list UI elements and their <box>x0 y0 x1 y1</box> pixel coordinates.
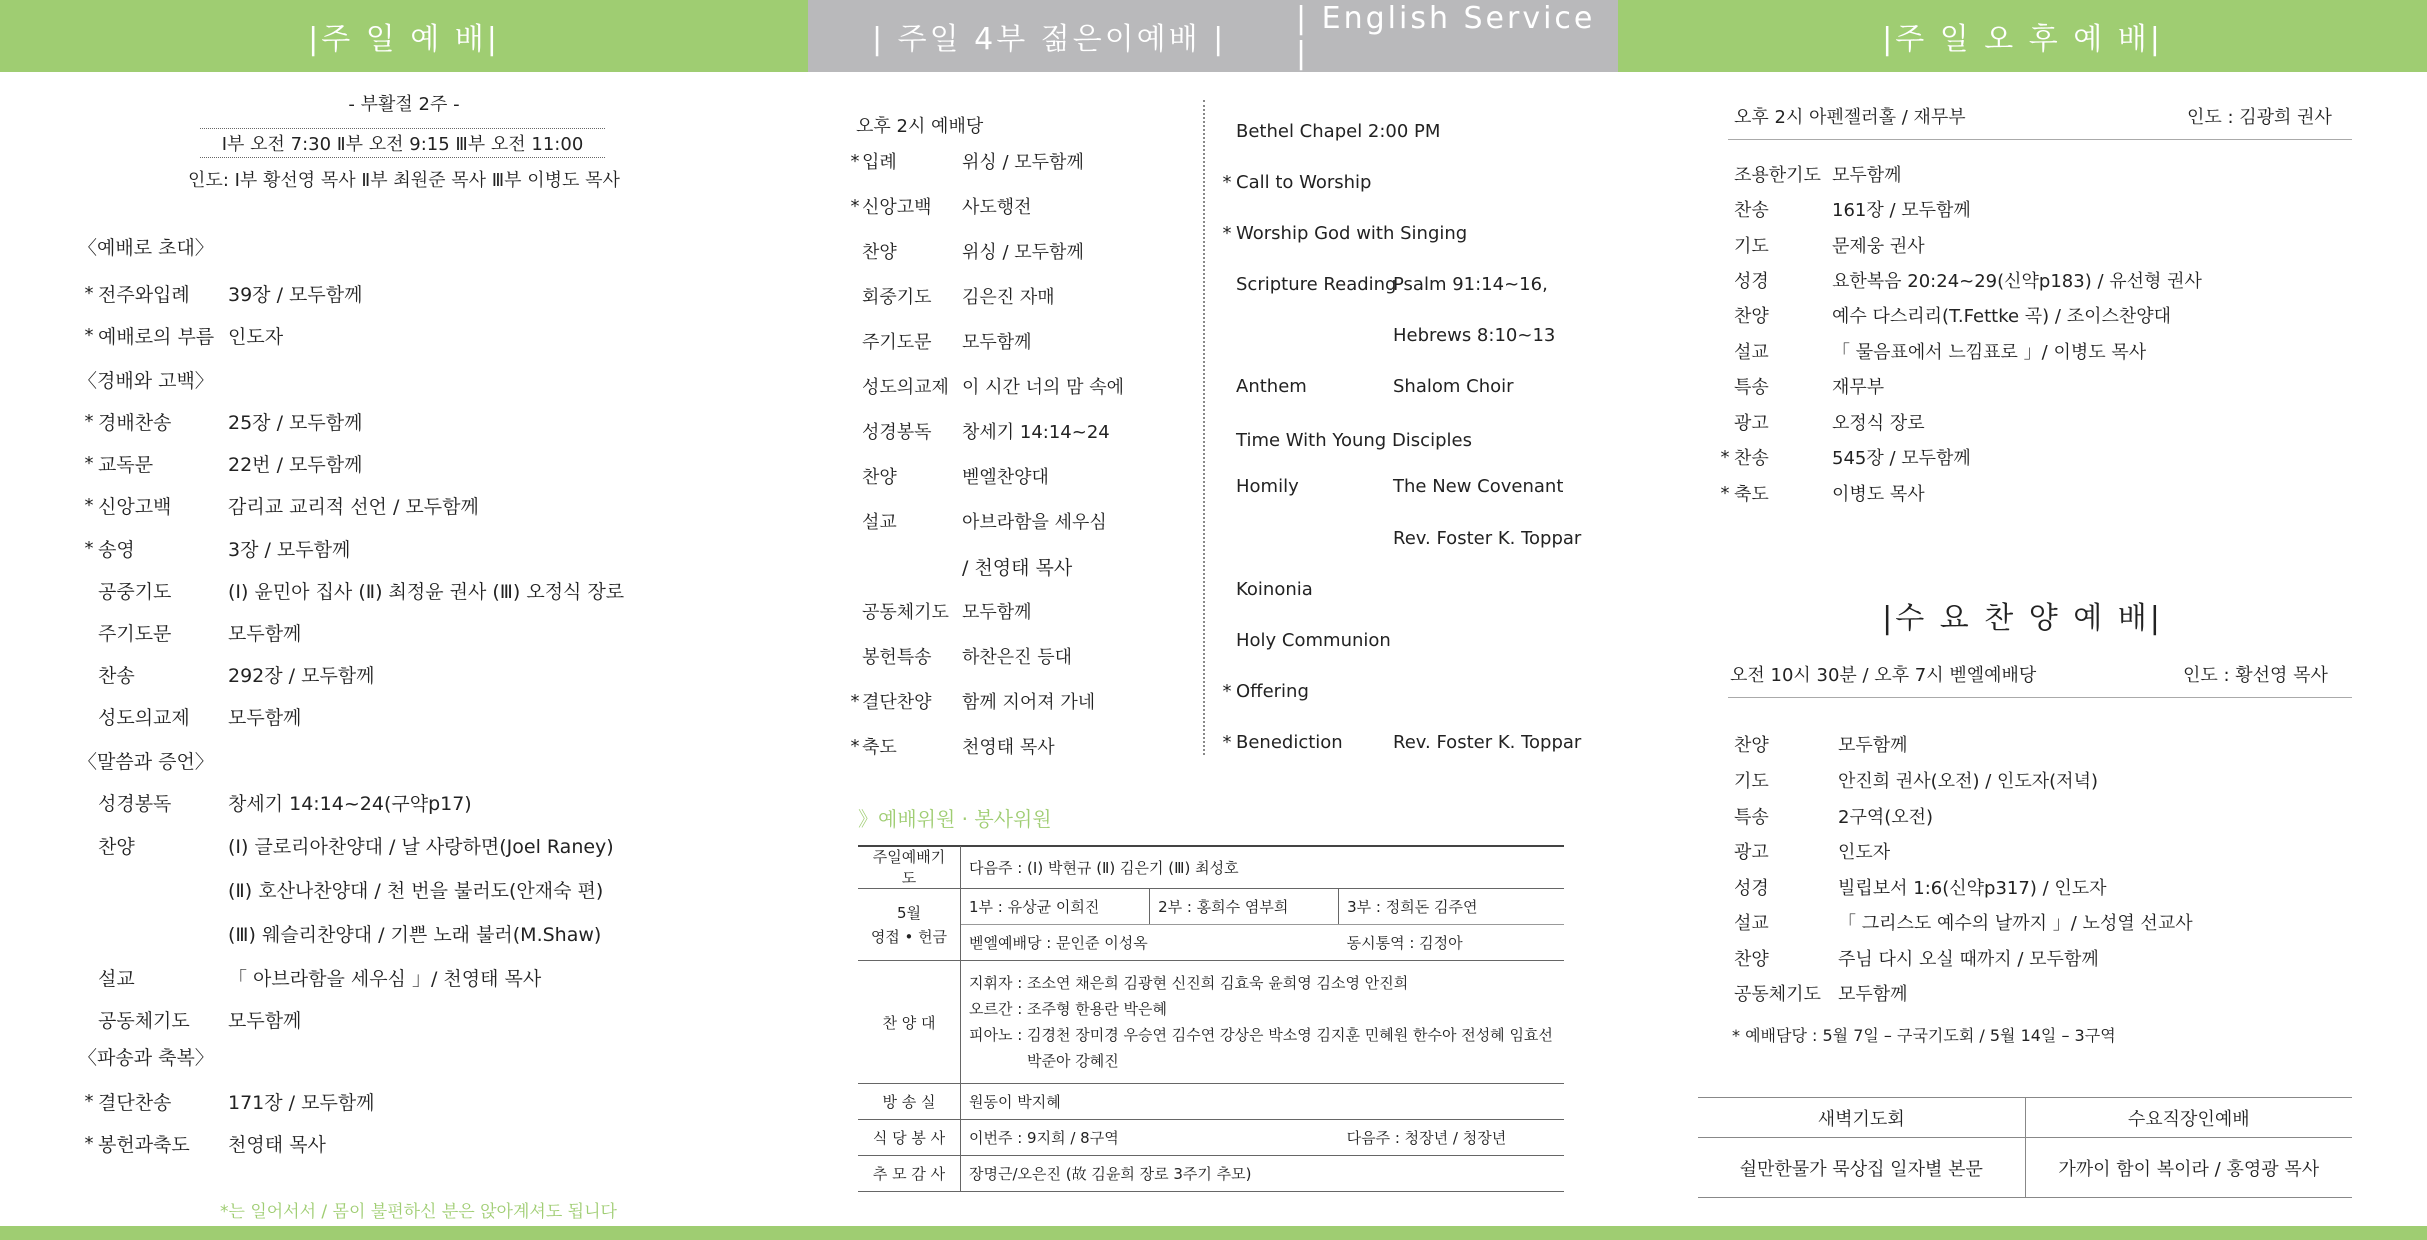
volunteers-table <box>858 846 1564 1192</box>
sunday-value: 25장 / 모두함께 <box>228 412 363 434</box>
standing-mark: * <box>84 1091 94 1112</box>
header-english-text: | English Service | <box>1296 1 1596 71</box>
vol-memorial-label: 추 모 감 사 <box>858 1156 961 1192</box>
vol-broadcast-value: 원동이 박지혜 <box>961 1084 1565 1120</box>
young-value: 김은진 자매 <box>962 287 1055 308</box>
afternoon-label: 조용한기도 <box>1734 165 1821 186</box>
wednesday-value: 주님 다시 오실 때까지 / 모두함께 <box>1838 949 2099 970</box>
young-label: 입례 <box>862 152 897 173</box>
young-label: 신앙고백 <box>862 197 932 218</box>
wednesday-row-r2 <box>1716 767 2098 793</box>
afternoon-row-r3 <box>1716 232 1925 258</box>
sunday-row-r1 <box>80 280 362 307</box>
afternoon-value: 오정식 장로 <box>1832 413 1925 434</box>
young-row-r13 <box>846 733 1055 759</box>
sunday-label: 전주와입례 <box>98 284 190 306</box>
english-label: Offering <box>1236 681 1309 702</box>
volunteers-row-broadcast <box>858 1084 1564 1120</box>
english-row-r2 <box>1218 223 1468 244</box>
english-preacher: Rev. Foster K. Toppar <box>1393 528 1582 549</box>
afternoon-value: 재무부 <box>1832 377 1885 398</box>
english-row-r7 <box>1218 579 1393 600</box>
afternoon-label: 광고 <box>1734 413 1769 434</box>
wednesday-value: 「 그리스도 예수의 날까지 」/ 노성열 선교사 <box>1838 913 2193 934</box>
young-row-r11 <box>846 643 1072 669</box>
standing-mark: * <box>850 195 860 217</box>
sunday-value: 3장 / 모두함께 <box>228 539 351 561</box>
young-row-r2 <box>846 193 1032 219</box>
sunday-value: 292장 / 모두함께 <box>228 665 375 687</box>
header-sunday-text: |주 일 예 배| <box>308 22 500 57</box>
young-value: 하찬은진 등대 <box>962 647 1073 668</box>
wednesday-note: * 예배담당 : 5월 7일 – 구국기도회 / 5월 14일 – 3구역 <box>1732 1026 2116 1045</box>
sunday-row-r10 <box>80 703 301 730</box>
vol-offering-2: 2부 : 홍희수 염부희 <box>1150 889 1339 925</box>
english-value: The New Covenant <box>1393 476 1564 497</box>
afternoon-rule <box>1728 139 2352 140</box>
section-word: 〈말씀과 증언〉 <box>78 751 214 773</box>
english-row-r5 <box>1218 430 1472 451</box>
sunday-label: 공동체기도 <box>98 1010 190 1032</box>
sunday-times: Ⅰ부 오전 7:30 Ⅱ부 오전 9:15 Ⅲ부 오전 11:00 <box>200 128 605 158</box>
standing-mark: * <box>1720 482 1730 504</box>
afternoon-row-r2 <box>1716 196 1971 222</box>
sunday-row-r7 <box>80 577 624 604</box>
standing-mark: * <box>84 538 94 559</box>
young-label: 결단찬양 <box>862 692 932 713</box>
vol-choir-value <box>961 961 1565 1084</box>
vol-choir-1: 지휘자 : 조소연 채은희 김광현 신진희 김효욱 윤희영 김소영 안진희 <box>969 974 1409 992</box>
vol-kitchen-label: 식 당 봉 사 <box>858 1120 961 1156</box>
sunday-value: 창세기 14:14~24(구약p17) <box>228 793 472 815</box>
sunday-label: 성경봉독 <box>98 793 172 815</box>
sunday-value: 39장 / 모두함께 <box>228 284 363 306</box>
young-value: 사도행전 <box>962 197 1032 218</box>
afternoon-row-r5 <box>1716 302 2171 328</box>
afternoon-label: 축도 <box>1734 484 1769 505</box>
english-row-r9 <box>1218 681 1393 702</box>
volunteers-row-offering <box>858 889 1564 925</box>
english-row-r8 <box>1218 630 1393 651</box>
vol-choir-4: 박준아 강혜진 <box>1027 1052 1119 1070</box>
sunday-value: 171장 / 모두함께 <box>228 1092 375 1114</box>
sunday-value: (Ⅰ) 글로리아찬양대 / 날 사랑하면(Joel Raney) <box>228 836 614 858</box>
english-row-r1 <box>1218 172 1393 193</box>
afternoon-value: 모두함께 <box>1832 165 1902 186</box>
sunday-value: 감리교 교리적 선언 / 모두함께 <box>228 496 479 518</box>
vol-offering-label <box>858 889 961 961</box>
vol-kitchen-1: 이번주 : 9지희 / 8구역 <box>961 1120 1339 1156</box>
english-label: Homily <box>1236 476 1299 497</box>
afternoon-label: 설교 <box>1734 342 1769 363</box>
standing-mark: * <box>1222 223 1232 244</box>
english-label: Call to Worship <box>1236 172 1372 193</box>
young-row-r6 <box>846 373 1124 399</box>
english-value: Shalom Choir <box>1393 376 1514 397</box>
afternoon-label: 찬송 <box>1734 448 1769 469</box>
sunday-row-r9 <box>80 661 375 688</box>
standing-mark: * <box>84 283 94 304</box>
standing-mark: * <box>84 495 94 516</box>
young-row-r8 <box>846 463 1049 489</box>
wednesday-label: 찬양 <box>1734 735 1769 756</box>
english-label: Anthem <box>1236 376 1307 397</box>
young-value: 모두함께 <box>962 332 1032 353</box>
young-value: 창세기 14:14~24 <box>962 422 1110 443</box>
sunday-row-r3 <box>80 408 362 435</box>
young-label: 찬양 <box>862 242 897 263</box>
wednesday-label: 성경 <box>1734 878 1769 899</box>
standing-mark: * <box>1222 732 1232 753</box>
standing-mark: * <box>850 735 860 757</box>
young-label: 성도의교제 <box>862 377 949 398</box>
english-label: Time With Young Disciples <box>1236 430 1472 451</box>
young-place: 오후 2시 예배당 <box>856 116 984 137</box>
bottom-bar <box>0 1226 2427 1240</box>
english-row-r3 <box>1218 274 1548 295</box>
bottom-v2: 가까이 함이 복이라 / 홍영광 목사 <box>2025 1138 2352 1198</box>
sunday-value: 모두함께 <box>228 1010 302 1032</box>
vol-kitchen-2: 다음주 : 청장년 / 청장년 <box>1339 1120 1564 1156</box>
sunday-row-r15 <box>80 1088 375 1115</box>
afternoon-value: 545장 / 모두함께 <box>1832 448 1971 469</box>
vol-offering-5: 동시통역 : 김정아 <box>1339 925 1564 961</box>
sunday-label: 성도의교제 <box>98 707 190 729</box>
young-row-r3 <box>846 238 1084 264</box>
afternoon-leader: 인도 : 김광희 권사 <box>2187 107 2332 128</box>
young-row-r7 <box>846 418 1110 444</box>
sunday-choir-2: (Ⅱ) 호산나찬양대 / 천 번을 불러도(안재숙 편) <box>228 880 604 902</box>
young-value: 위싱 / 모두함께 <box>962 152 1084 173</box>
young-value: 벧엘찬양대 <box>962 467 1049 488</box>
sunday-row-r11 <box>80 789 472 816</box>
header-young-text: | 주일 4부 젊은이예배 | <box>872 22 1227 57</box>
sunday-row-r12 <box>80 832 614 859</box>
wednesday-value: 인도자 <box>1838 842 1891 863</box>
afternoon-value: 문제웅 권사 <box>1832 236 1925 257</box>
standing-mark: * <box>1222 681 1232 702</box>
young-row-r10 <box>846 598 1032 624</box>
english-label: Scripture Reading <box>1236 274 1397 295</box>
standing-mark: * <box>84 1133 94 1154</box>
english-value: Psalm 91:14~16, <box>1393 274 1548 295</box>
bottom-table-row <box>1698 1138 2352 1198</box>
afternoon-value: 161장 / 모두함께 <box>1832 200 1971 221</box>
wednesday-label: 기도 <box>1734 771 1769 792</box>
sunday-leaders: 인도: Ⅰ부 황선영 목사 Ⅱ부 최원준 목사 Ⅲ부 이병도 목사 <box>188 170 620 191</box>
sunday-label: 예배로의 부름 <box>98 326 215 348</box>
english-scripture-2: Hebrews 8:10~13 <box>1393 325 1556 346</box>
sunday-choir-3: (Ⅲ) 웨슬리찬양대 / 기쁜 노래 불러(M.Shaw) <box>228 924 602 946</box>
sunday-row-r6 <box>80 535 350 562</box>
wednesday-row-r8 <box>1716 980 1908 1006</box>
young-label: 설교 <box>862 512 897 533</box>
sunday-label: 송영 <box>98 539 135 561</box>
young-label: 봉헌특송 <box>862 647 932 668</box>
vol-offering-label-1: 5월 <box>896 903 922 922</box>
sunday-row-r13 <box>80 964 541 991</box>
young-row-r5 <box>846 328 1032 354</box>
bottom-table <box>1698 1097 2352 1198</box>
afternoon-label: 찬양 <box>1734 306 1769 327</box>
sunday-label: 찬송 <box>98 665 135 687</box>
afternoon-value: 이병도 목사 <box>1832 484 1925 505</box>
wednesday-row-r6 <box>1716 909 2193 935</box>
afternoon-label: 찬송 <box>1734 200 1769 221</box>
sunday-value: 천영태 목사 <box>228 1134 326 1156</box>
english-label: Holy Communion <box>1236 630 1391 651</box>
english-row-r10 <box>1218 732 1581 753</box>
young-row-r12 <box>846 688 1095 714</box>
young-value: 아브라함을 세우심 <box>962 512 1107 533</box>
bottom-v1: 쉴만한물가 묵상집 일자별 본문 <box>1698 1138 2025 1198</box>
afternoon-value: 요한복음 20:24~29(신약p183) / 유선형 권사 <box>1832 271 2202 292</box>
standing-mark: * <box>1720 446 1730 468</box>
wednesday-row-r5 <box>1716 874 2107 900</box>
afternoon-row-r7 <box>1716 373 1884 399</box>
sunday-label: 설교 <box>98 968 135 990</box>
wednesday-label: 특송 <box>1734 807 1769 828</box>
wednesday-rule <box>1728 697 2352 698</box>
sunday-label: 찬양 <box>98 836 135 858</box>
sunday-row-r4 <box>80 450 362 477</box>
afternoon-row-r6 <box>1716 338 2146 364</box>
afternoon-row-r9 <box>1716 444 1971 470</box>
young-value: 함께 지어져 가네 <box>962 692 1096 713</box>
volunteers-row-choir <box>858 961 1564 1084</box>
volunteers-row-prayer <box>858 846 1564 889</box>
sunday-label: 공중기도 <box>98 581 172 603</box>
volunteers-row-memorial <box>858 1156 1564 1192</box>
sunday-row-r16 <box>80 1130 326 1157</box>
wednesday-leader: 인도 : 황선영 목사 <box>2183 665 2328 686</box>
sunday-label: 봉헌과축도 <box>98 1134 190 1156</box>
standing-mark: * <box>1222 172 1232 193</box>
standing-mark: * <box>850 150 860 172</box>
afternoon-row-r8 <box>1716 409 1925 435</box>
afternoon-place: 오후 2시 아펜젤러홀 / 재무부 <box>1734 107 1966 128</box>
wednesday-time: 오전 10시 30분 / 오후 7시 벧엘예배당 <box>1730 665 2037 686</box>
volunteers-title: 》예배위원 · 봉사위원 <box>858 807 1052 831</box>
afternoon-label: 기도 <box>1734 236 1769 257</box>
vol-offering-label-2: 영접 • 헌금 <box>870 927 948 946</box>
wednesday-row-r4 <box>1716 838 1890 864</box>
english-label: Koinonia <box>1236 579 1313 600</box>
young-value: 천영태 목사 <box>962 737 1055 758</box>
vol-broadcast-label: 방 송 실 <box>858 1084 961 1120</box>
section-sending: 〈파송과 축복〉 <box>78 1047 214 1069</box>
wednesday-row-r1 <box>1716 731 1908 757</box>
volunteers-row-kitchen <box>858 1120 1564 1156</box>
sunday-value: (Ⅰ) 윤민아 집사 (Ⅱ) 최정윤 권사 (Ⅲ) 오정식 장로 <box>228 581 625 603</box>
young-label: 회중기도 <box>862 287 932 308</box>
column-divider <box>1203 100 1205 755</box>
section-adoration: 〈경배와 고백〉 <box>78 370 214 392</box>
wednesday-label: 찬양 <box>1734 949 1769 970</box>
young-label: 성경봉독 <box>862 422 932 443</box>
wednesday-title: |수 요 찬 양 예 배| <box>1882 601 2163 636</box>
sunday-value: 모두함께 <box>228 623 302 645</box>
wednesday-label: 공동체기도 <box>1734 984 1821 1005</box>
english-row-r6 <box>1218 476 1563 497</box>
vol-choir-2: 오르간 : 조주형 한용란 박은혜 <box>969 1000 1168 1018</box>
header-young-english <box>808 0 1618 72</box>
vol-offering-4 <box>961 925 1339 961</box>
wednesday-label: 광고 <box>1734 842 1769 863</box>
vol-prayer-label: 주일예배기도 <box>858 846 961 889</box>
sunday-label: 결단찬송 <box>98 1092 172 1114</box>
sunday-row-r5 <box>80 492 479 519</box>
sunday-footnote: *는 일어서서 / 몸이 불편하신 분은 앉아계셔도 됩니다 <box>220 1202 617 1222</box>
young-value: 모두함께 <box>962 602 1032 623</box>
afternoon-label: 특송 <box>1734 377 1769 398</box>
afternoon-label: 성경 <box>1734 271 1769 292</box>
header-afternoon-text: |주 일 오 후 예 배| <box>1882 22 2163 57</box>
wednesday-value: 모두함께 <box>1838 735 1908 756</box>
sunday-value: 22번 / 모두함께 <box>228 454 363 476</box>
young-label: 축도 <box>862 737 897 758</box>
afternoon-row-r1 <box>1716 161 1902 187</box>
sunday-label: 교독문 <box>98 454 154 476</box>
sunday-row-r8 <box>80 619 301 646</box>
young-label: 공동체기도 <box>862 602 949 623</box>
sunday-label: 주기도문 <box>98 623 172 645</box>
bottom-h2: 수요직장인예배 <box>2025 1098 2352 1138</box>
sunday-row-r14 <box>80 1006 301 1033</box>
afternoon-value: 예수 다스리리(T.Fettke 곡) / 조이스찬양대 <box>1832 306 2172 327</box>
wednesday-value: 모두함께 <box>1838 984 1908 1005</box>
vol-prayer-value: 다음주 : (Ⅰ) 박현규 (Ⅱ) 김은기 (Ⅲ) 최성호 <box>961 846 1565 889</box>
wednesday-row-r3 <box>1716 803 1933 829</box>
wednesday-value: 2구역(오전) <box>1838 807 1934 828</box>
standing-mark: * <box>84 453 94 474</box>
vol-choir-label: 찬 양 대 <box>858 961 961 1084</box>
sunday-value: 인도자 <box>228 326 284 348</box>
vol-choir-3: 피아노 : 김경천 장미경 우승연 김수연 강상은 박소영 김지훈 민혜원 한수아 전성혜 임효선 <box>969 1026 1553 1044</box>
afternoon-row-r4 <box>1716 267 2202 293</box>
standing-mark: * <box>84 325 94 346</box>
wednesday-label: 설교 <box>1734 913 1769 934</box>
volunteers-row-offering-2 <box>858 925 1564 961</box>
english-row-r4 <box>1218 376 1514 397</box>
afternoon-row-r10 <box>1716 480 1925 506</box>
sunday-label: 신앙고백 <box>98 496 172 518</box>
afternoon-value: 「 물음표에서 느낌표로 」/ 이병도 목사 <box>1832 342 2147 363</box>
standing-mark: * <box>84 411 94 432</box>
standing-mark: * <box>850 690 860 712</box>
sunday-row-r2 <box>80 322 283 349</box>
young-sermon-preacher: / 천영태 목사 <box>962 557 1073 579</box>
vol-memorial-value: 장명근/오은진 (故 김윤희 장로 3주기 추모) <box>961 1156 1565 1192</box>
young-label: 찬양 <box>862 467 897 488</box>
header-sunday-worship <box>0 0 808 72</box>
young-row-r1 <box>846 148 1084 174</box>
young-label: 주기도문 <box>862 332 932 353</box>
sunday-value: 「 아브라함을 세우심 」/ 천영태 목사 <box>228 968 542 990</box>
vol-offering-3: 3부 : 정희돈 김주연 <box>1339 889 1564 925</box>
young-row-r4 <box>846 283 1055 309</box>
young-value: 이 시간 너의 맘 속에 <box>962 377 1124 398</box>
wednesday-value: 빌립보서 1:6(신약p317) / 인도자 <box>1838 878 2107 899</box>
sunday-subtitle: - 부활절 2주 - <box>348 94 460 115</box>
young-row-r9 <box>846 508 1107 534</box>
wednesday-row-r7 <box>1716 945 2099 971</box>
vol-offering-1: 1부 : 유상균 이희진 <box>961 889 1150 925</box>
sunday-value: 모두함께 <box>228 707 302 729</box>
english-label: Worship God with Singing <box>1236 223 1468 244</box>
vol-offering-4-text: 벧엘예배당 : 문인준 이성옥 <box>969 934 1148 952</box>
english-value: Rev. Foster K. Toppar <box>1393 732 1582 753</box>
sunday-label: 경배찬송 <box>98 412 172 434</box>
bottom-table-header <box>1698 1098 2352 1138</box>
bottom-h1: 새벽기도회 <box>1698 1098 2025 1138</box>
english-label: Benediction <box>1236 732 1343 753</box>
header-afternoon-worship <box>1618 0 2427 72</box>
section-invitation: 〈예배로 초대〉 <box>78 237 214 259</box>
young-value: 위싱 / 모두함께 <box>962 242 1084 263</box>
english-place: Bethel Chapel 2:00 PM <box>1236 121 1441 142</box>
wednesday-value: 안진희 권사(오전) / 인도자(저녁) <box>1838 771 2098 792</box>
